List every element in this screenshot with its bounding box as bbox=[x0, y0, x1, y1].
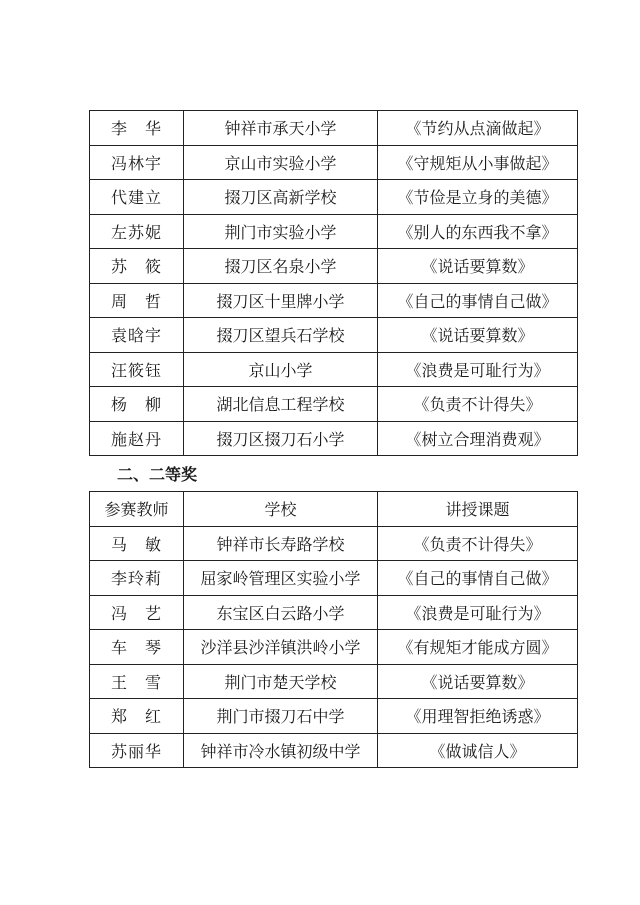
table-row bbox=[90, 630, 578, 665]
teacher-cell: 施赵丹 bbox=[90, 421, 184, 456]
teacher-cell: 冯 艺 bbox=[90, 595, 184, 630]
teacher-cell: 左苏妮 bbox=[90, 214, 184, 249]
table-header-row bbox=[90, 492, 578, 527]
topic-cell: 《做诚信人》 bbox=[378, 733, 578, 768]
table-row bbox=[90, 283, 578, 318]
teacher-cell: 周 哲 bbox=[90, 283, 184, 318]
table-row bbox=[90, 145, 578, 180]
topic-cell: 《自己的事情自己做》 bbox=[378, 283, 578, 318]
teacher-cell: 杨 柳 bbox=[90, 387, 184, 422]
header-teacher: 参赛教师 bbox=[90, 492, 184, 527]
teacher-cell: 李 华 bbox=[90, 111, 184, 146]
topic-cell: 《负责不计得失》 bbox=[378, 387, 578, 422]
teacher-cell: 李玲莉 bbox=[90, 561, 184, 596]
table-row bbox=[90, 664, 578, 699]
school-cell: 京山小学 bbox=[184, 352, 378, 387]
table-row bbox=[90, 733, 578, 768]
teacher-cell: 冯林宇 bbox=[90, 145, 184, 180]
topic-cell: 《说话要算数》 bbox=[378, 318, 578, 353]
table-row bbox=[90, 387, 578, 422]
topic-cell: 《说话要算数》 bbox=[378, 664, 578, 699]
header-school: 学校 bbox=[184, 492, 378, 527]
school-cell: 湖北信息工程学校 bbox=[184, 387, 378, 422]
table-row bbox=[90, 180, 578, 215]
topic-cell: 《自己的事情自己做》 bbox=[378, 561, 578, 596]
teacher-cell: 汪筱钰 bbox=[90, 352, 184, 387]
teacher-cell: 苏丽华 bbox=[90, 733, 184, 768]
teacher-cell: 车 琴 bbox=[90, 630, 184, 665]
topic-cell: 《有规矩才能成方圆》 bbox=[378, 630, 578, 665]
school-cell: 掇刀区高新学校 bbox=[184, 180, 378, 215]
table-row bbox=[90, 352, 578, 387]
topic-cell: 《守规矩从小事做起》 bbox=[378, 145, 578, 180]
table-row bbox=[90, 595, 578, 630]
table-row bbox=[90, 214, 578, 249]
teacher-cell: 代建立 bbox=[90, 180, 184, 215]
topic-cell: 《用理智拒绝诱惑》 bbox=[378, 699, 578, 734]
second-prize-table bbox=[89, 491, 578, 768]
table-row bbox=[90, 699, 578, 734]
first-prize-table bbox=[89, 110, 578, 456]
header-topic: 讲授课题 bbox=[378, 492, 578, 527]
second-prize-heading: 二、二等奖 bbox=[117, 465, 198, 484]
table-row bbox=[90, 526, 578, 561]
topic-cell: 《节约从点滴做起》 bbox=[378, 111, 578, 146]
school-cell: 荆门市实验小学 bbox=[184, 214, 378, 249]
school-cell: 屈家岭管理区实验小学 bbox=[184, 561, 378, 596]
teacher-cell: 马 敏 bbox=[90, 526, 184, 561]
topic-cell: 《节俭是立身的美德》 bbox=[378, 180, 578, 215]
school-cell: 掇刀区名泉小学 bbox=[184, 249, 378, 284]
topic-cell: 《浪费是可耻行为》 bbox=[378, 595, 578, 630]
topic-cell: 《树立合理消费观》 bbox=[378, 421, 578, 456]
school-cell: 掇刀区望兵石学校 bbox=[184, 318, 378, 353]
school-cell: 沙洋县沙洋镇洪岭小学 bbox=[184, 630, 378, 665]
topic-cell: 《负责不计得失》 bbox=[378, 526, 578, 561]
table-row bbox=[90, 561, 578, 596]
school-cell: 东宝区白云路小学 bbox=[184, 595, 378, 630]
topic-cell: 《浪费是可耻行为》 bbox=[378, 352, 578, 387]
teacher-cell: 王 雪 bbox=[90, 664, 184, 699]
topic-cell: 《说话要算数》 bbox=[378, 249, 578, 284]
teacher-cell: 苏 筱 bbox=[90, 249, 184, 284]
table-row bbox=[90, 249, 578, 284]
teacher-cell: 袁晗宇 bbox=[90, 318, 184, 353]
school-cell: 荆门市楚天学校 bbox=[184, 664, 378, 699]
school-cell: 钟祥市长寿路学校 bbox=[184, 526, 378, 561]
table-row bbox=[90, 318, 578, 353]
school-cell: 京山市实验小学 bbox=[184, 145, 378, 180]
table-row bbox=[90, 111, 578, 146]
school-cell: 钟祥市冷水镇初级中学 bbox=[184, 733, 378, 768]
school-cell: 钟祥市承天小学 bbox=[184, 111, 378, 146]
school-cell: 掇刀区掇刀石小学 bbox=[184, 421, 378, 456]
table-row bbox=[90, 421, 578, 456]
topic-cell: 《别人的东西我不拿》 bbox=[378, 214, 578, 249]
school-cell: 掇刀区十里牌小学 bbox=[184, 283, 378, 318]
teacher-cell: 郑 红 bbox=[90, 699, 184, 734]
school-cell: 荆门市掇刀石中学 bbox=[184, 699, 378, 734]
